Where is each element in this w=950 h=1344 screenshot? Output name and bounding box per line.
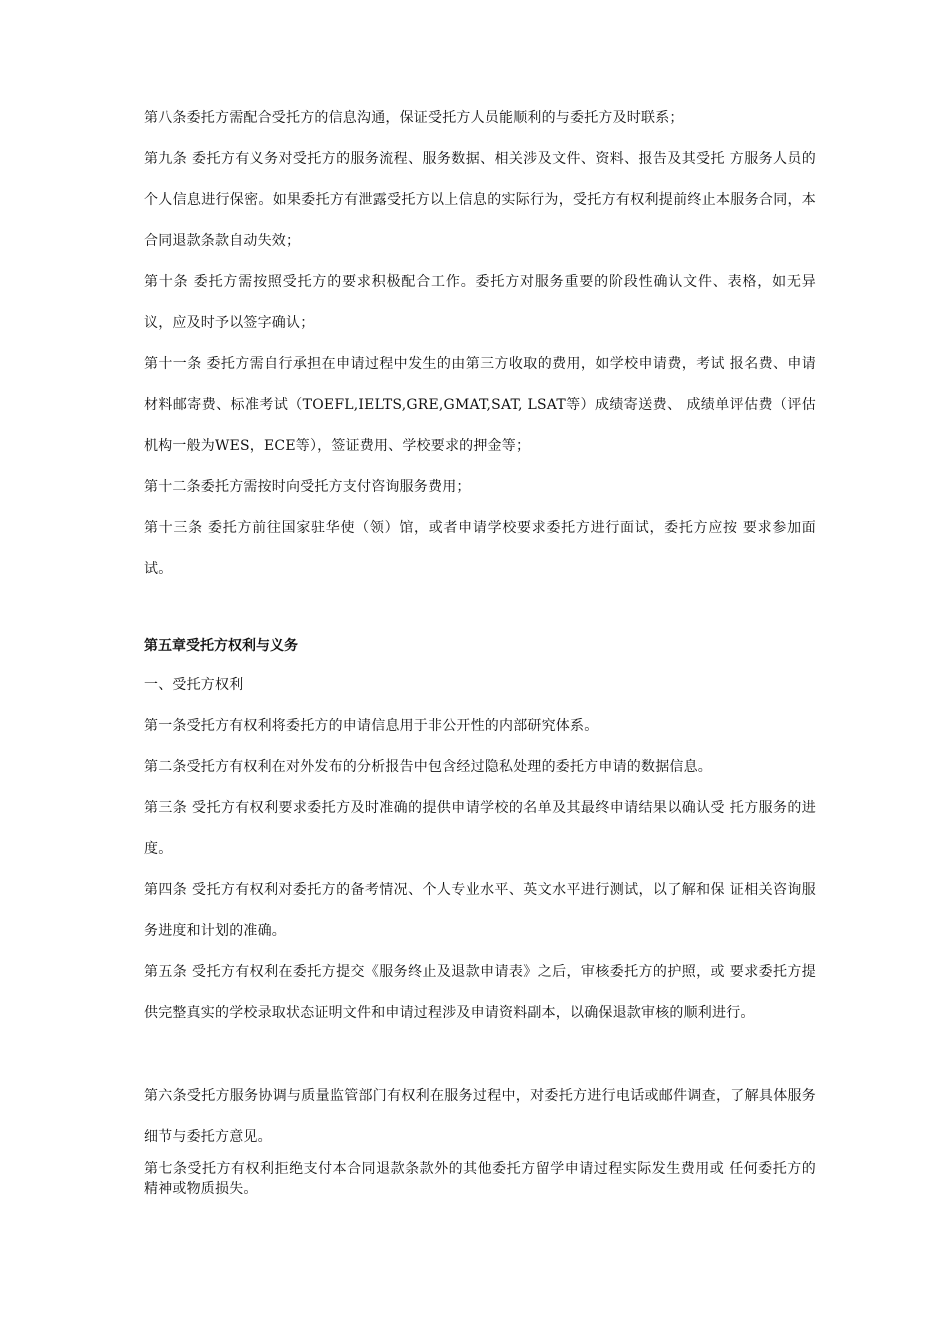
right-5-paragraph: 第五条 受托方有权利在委托方提交《服务终止及退款申请表》之后，审核委托方的护照，或 要求委托方提供完整真实的学校录取状态证明文件和申请过程涉及申请资料副本，以确保退款审核的顺利进行。 [144, 964, 816, 1021]
article-11-paragraph: 第十一条 委托方需自行承担在申请过程中发生的由第三方收取的费用，如学校申请费，考试 报名费、申请材料邮寄费、标准考试（TOEFL,IELTS,GRE,GMAT,SAT, LSAT等）成绩寄送费、 成绩单评估费（评估机构一般为WES，ECE等），签证费用、学校要求的押金等； [144, 356, 816, 454]
article-13-paragraph: 第十三条 委托方前往国家驻华使（领）馆，或者申请学校要求委托方进行面试，委托方应按 要求参加面试。 [144, 520, 816, 577]
article-12-paragraph: 第十二条委托方需按时向受托方支付咨询服务费用； [144, 479, 471, 495]
right-7-paragraph: 第七条受托方有权利拒绝支付本合同退款条款外的其他委托方留学申请过程实际发生费用或 任何委托方的精神或物质损失。 [144, 1161, 816, 1197]
article-8-paragraph: 第八条委托方需配合受托方的信息沟通，保证受托方人员能顺利的与委托方及时联系； [144, 110, 684, 126]
right-2-paragraph: 第二条受托方有权利在对外发布的分析报告中包含经过隐私处理的委托方申请的数据信息。 [144, 759, 712, 775]
section-heading: 一、受托方权利 [144, 677, 244, 693]
right-1-paragraph: 第一条受托方有权利将委托方的申请信息用于非公开性的内部研究体系。 [144, 718, 599, 734]
article-9-paragraph: 第九条 委托方有义务对受托方的服务流程、服务数据、相关涉及文件、资料、报告及其受托 方服务人员的个人信息进行保密。如果委托方有泄露受托方以上信息的实际行为，受托方有权利提前终止本服务合同，本合同退款条款自动失效； [144, 151, 816, 249]
article-10-paragraph: 第十条 委托方需按照受托方的要求积极配合工作。委托方对服务重要的阶段性确认文件、表格，如无异议，应及时予以签字确认； [144, 274, 816, 331]
chapter-heading: 第五章受托方权利与义务 [144, 638, 298, 654]
right-4-paragraph: 第四条 受托方有权利对委托方的备考情况、个人专业水平、英文水平进行测试，以了解和保 证相关咨询服务进度和计划的准确。 [144, 882, 816, 939]
right-3-paragraph: 第三条 受托方有权利要求委托方及时准确的提供申请学校的名单及其最终申请结果以确认受 托方服务的进度。 [144, 800, 816, 857]
right-6-paragraph: 第六条受托方服务协调与质量监管部门有权利在服务过程中，对委托方进行电话或邮件调查，了解具体服务细节与委托方意见。 [144, 1088, 816, 1145]
